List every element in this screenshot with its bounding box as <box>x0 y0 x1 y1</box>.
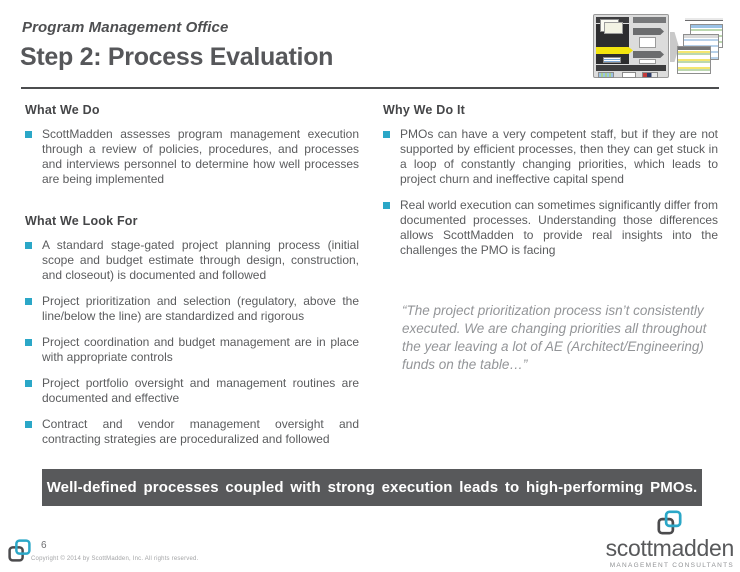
current-step-highlight-arrow <box>596 47 633 54</box>
framework-bottom-bar <box>596 65 666 71</box>
bullet-item <box>25 417 359 447</box>
client-quote: “The project prioritization process isn’t consistently executed. We are changing priorities all throughout the year leaving a lot of AE (Architect/Engineering) funds on the table…” <box>402 303 707 372</box>
scottmadden-logo <box>584 509 734 569</box>
bullet-item <box>383 198 718 258</box>
bullet-square-icon <box>25 242 32 249</box>
why-we-do-it-section <box>380 103 718 258</box>
bullet-square-icon <box>25 421 32 428</box>
bullet-text: Real world execution can sometimes significantly differ from documented processes. Understanding those differences allows ScottMadden to provide real insights into the challenges the PMO is facing <box>400 198 718 257</box>
bullet-item <box>25 127 359 187</box>
process-framework-thumbnail <box>593 12 725 82</box>
page-number: 6 <box>41 540 47 551</box>
bullet-text: ScottMadden assesses program management execution through a review of policies, procedures, and processes and interviews personnel to determine how well processes are being implemented <box>42 127 359 186</box>
logo-tagline: MANAGEMENT CONSULTANTS <box>609 562 734 569</box>
bullet-square-icon <box>25 339 32 346</box>
copyright-text: Copyright © 2014 by ScottMadden, Inc. All rights reserved. <box>31 556 199 562</box>
bullet-item <box>25 376 359 406</box>
framework-diagram <box>593 14 669 78</box>
bullet-text: Contract and vendor management oversight and contracting strategies are proceduralized and followed <box>42 417 359 446</box>
mini-document-icon <box>639 37 656 48</box>
page-title: Step 2: Process Evaluation <box>20 43 334 71</box>
header-kicker: Program Management Office <box>22 19 229 36</box>
deliverables-doc-stack <box>677 18 725 78</box>
mini-document-icon <box>639 59 656 64</box>
mini-image-icon <box>642 72 658 78</box>
bullet-item <box>383 127 718 187</box>
doc-stack-caption-line <box>685 18 723 21</box>
framework-right-header-bar <box>633 17 666 23</box>
scottmadden-mark-icon <box>7 538 32 563</box>
bullet-text: Project coordination and budget management are in place with appropriate controls <box>42 335 359 364</box>
title-underline <box>21 87 719 89</box>
bullet-text: PMOs can have a very competent staff, but if they are not supported by efficient processes, then they can get stuck in a loop of constantly changing priorities, which leads to project churn and ineffective capital spend <box>400 127 718 186</box>
mini-chart-icon <box>598 72 614 78</box>
bullet-square-icon <box>383 131 390 138</box>
step-arrow-icon <box>633 28 664 35</box>
bullet-square-icon <box>25 380 32 387</box>
bullet-item <box>25 238 359 283</box>
scottmadden-mark-icon <box>656 509 683 536</box>
bullet-text: Project prioritization and selection (regulatory, above the line/below the line) are standardized and rigorous <box>42 294 359 323</box>
bullet-square-icon <box>25 131 32 138</box>
bullet-square-icon <box>383 202 390 209</box>
bullet-square-icon <box>25 298 32 305</box>
section-heading: What We Do <box>25 103 100 117</box>
left-column <box>22 103 359 458</box>
what-we-look-for-section <box>22 214 359 447</box>
section-heading: What We Look For <box>25 214 138 228</box>
bullet-text: Project portfolio oversight and management routines are documented and effective <box>42 376 359 405</box>
bullet-item <box>25 294 359 324</box>
what-we-do-section <box>22 103 359 187</box>
key-message-banner: Well-defined processes coupled with strong execution leads to high-performing PMOs. <box>42 469 702 506</box>
mini-document-icon <box>604 22 623 34</box>
right-column <box>380 103 718 374</box>
mini-map-icon <box>622 72 636 78</box>
logo-wordmark: scottmadden <box>605 535 734 561</box>
bullet-text: A standard stage-gated project planning process (initial scope and budget estimate through design, construction, and closeout) is documented and followed <box>42 238 359 282</box>
mini-table-icon <box>603 57 621 63</box>
bullet-item <box>25 335 359 365</box>
section-heading: Why We Do It <box>383 103 466 117</box>
step-arrow-icon <box>633 51 664 58</box>
mini-report-card <box>677 46 711 74</box>
